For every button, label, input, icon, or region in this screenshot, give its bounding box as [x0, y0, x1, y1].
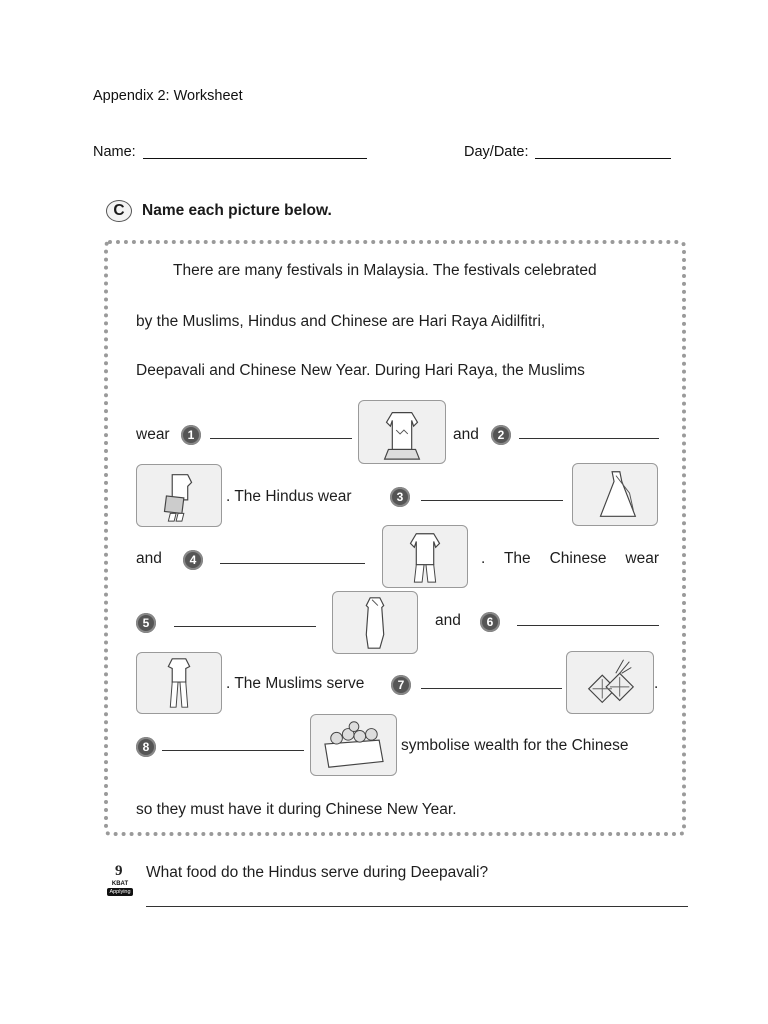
text-and-1: and	[453, 426, 479, 443]
passage-line-2: by the Muslims, Hindus and Chinese are Hari Raya Aidilfitri,	[136, 313, 546, 330]
number-badge-1: 1	[181, 425, 201, 445]
answer-line-2[interactable]	[519, 438, 659, 439]
kurta-icon	[382, 525, 468, 588]
name-field[interactable]	[143, 158, 367, 159]
answer-line-4[interactable]	[220, 563, 365, 564]
number-badge-2: 2	[491, 425, 511, 445]
section-instruction: Name each picture below.	[142, 202, 332, 219]
number-badge-3: 3	[390, 487, 410, 507]
question-text: What food do the Hindus serve during Deepavali?	[146, 864, 489, 881]
text-period: .	[654, 675, 659, 692]
passage-last-line: so they must have it during Chinese New Year.	[136, 801, 457, 818]
text-wear: wear	[136, 426, 170, 443]
answer-line-8[interactable]	[162, 750, 304, 751]
date-label: Day/Date:	[464, 144, 529, 160]
answer-line-6[interactable]	[517, 625, 659, 626]
answer-line-1[interactable]	[210, 438, 352, 439]
question-number: 9	[115, 863, 123, 879]
answer-line-5[interactable]	[174, 626, 316, 627]
text-chinese-wear: . The Chinese wear	[481, 550, 659, 567]
number-badge-4: 4	[183, 550, 203, 570]
baju-melayu-icon	[136, 464, 222, 527]
text-muslims-serve: . The Muslims serve	[226, 675, 365, 692]
page-title: Appendix 2: Worksheet	[93, 88, 243, 104]
answer-line-3[interactable]	[421, 500, 563, 501]
text-and-2: and	[136, 550, 162, 567]
number-badge-6: 6	[480, 612, 500, 632]
name-label: Name:	[93, 144, 136, 160]
baju-kurung-icon	[358, 400, 446, 464]
text-and-3: and	[435, 612, 461, 629]
text-hindus-wear: . The Hindus wear	[226, 488, 352, 505]
passage-line-3: Deepavali and Chinese New Year. During Hari Raya, the Muslims	[136, 362, 585, 379]
kbat-badge	[107, 880, 133, 898]
passage-line-1: There are many festivals in Malaysia. The festivals celebrated	[173, 262, 597, 279]
mandarin-oranges-icon	[310, 714, 397, 776]
number-badge-5: 5	[136, 613, 156, 633]
cheongsam-icon	[332, 591, 418, 654]
kbat-badge-bottom: Applying	[107, 888, 133, 896]
question-answer-line[interactable]	[146, 906, 688, 907]
number-badge-8: 8	[136, 737, 156, 757]
samfu-icon	[136, 652, 222, 714]
date-field[interactable]	[535, 158, 671, 159]
section-badge: C	[106, 200, 132, 222]
number-badge-7: 7	[391, 675, 411, 695]
saree-icon	[572, 463, 658, 526]
answer-line-7[interactable]	[421, 688, 562, 689]
ketupat-icon	[566, 651, 654, 714]
section-heading	[106, 200, 332, 222]
text-symbolise: symbolise wealth for the Chinese	[401, 737, 629, 754]
kbat-badge-top: KBAT	[111, 881, 129, 887]
